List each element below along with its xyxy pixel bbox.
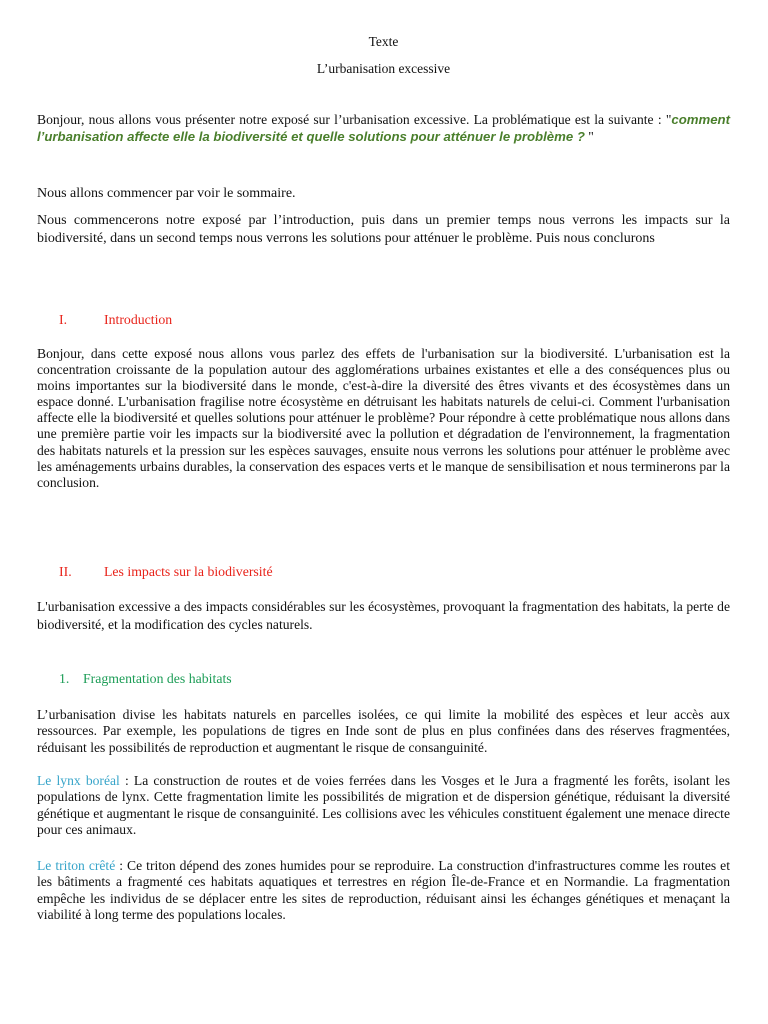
intro-paragraph	[37, 112, 730, 145]
section-heading-impacts	[37, 564, 273, 580]
document-title: Texte	[368, 34, 399, 49]
subsection-number: 1.	[59, 671, 70, 686]
species-name-lynx: Le lynx boréal	[37, 773, 120, 788]
triton-text: : Ce triton dépend des zones humides pour se reproduire. La construction d'infrastructures comme les routes et les bâtiments a fragmenté ces habitats aquatiques et terrestres en région Île-de-France et en Normandie. La fragmentation empêche les individus de se déplacer entre les sites de reproduction, réduisant ainsi les échanges génétiques et menaçant la viabilité à long terme des populations locales.	[37, 858, 730, 922]
species-name-triton: Le triton crêté	[37, 858, 116, 873]
document-subtitle: L’urbanisation excessive	[316, 61, 451, 76]
section-title: Les impacts sur la biodiversité	[104, 564, 273, 579]
subsection-heading-fragmentation	[37, 671, 232, 687]
section-heading-introduction	[37, 312, 172, 328]
subsection-title: Fragmentation des habitats	[83, 671, 232, 686]
section-number: II.	[59, 564, 72, 579]
intro-lead: Bonjour, nous allons vous présenter notre exposé sur l’urbanisation excessive. La problématique est la suivante : "	[37, 112, 672, 127]
fragmentation-paragraph: L’urbanisation divise les habitats naturels en parcelles isolées, ce qui limite la mobilité des espèces et leur accès aux ressources. Par exemple, les populations de tigres en Inde sont de plus en plus confinées dans des réserves fragmentées, réduisant les possibilités de reproduction et augmentant le risque de consanguinité.	[37, 707, 730, 755]
introduction-paragraph: Bonjour, dans cette exposé nous allons vous parlez des effets de l'urbanisation sur la biodiversité. L'urbanisation est la concentration croissante de la population autour des agglomérations urbaines existantes et elle a des conséquences plus ou moins importantes sur la biodiversité dans le monde, c'est-à-dire la diversité des êtres vivants et des écosystèmes dans un espace donné. L'urbanisation fragilise notre écosystème en détruisant les habitats naturels de celui-ci. Comment l'urbanisation affecte elle la biodiversité et quelles solutions pour atténuer le problème? Pour répondre à cette problématique nous allons dans une première partie voir les impacts sur la biodiversité avec la pollution et dégradation de l'environnement, la fragmentation des habitats naturels et la pression sur les espèces sauvages, ensuite nous verrons les solutions pour atténuer le problème avec les aménagements urbains durables, la conservation des espaces verts et le manque de sensibilisation et nous terminerons par la conclusion.	[37, 346, 730, 490]
triton-paragraph	[37, 858, 730, 923]
section-title: Introduction	[104, 312, 173, 327]
lynx-text: : La construction de routes et de voies ferrées dans les Vosges et le Jura a fragmenté les forêts, isolant les populations de lynx. Cette fragmentation limite les possibilités de migration et de dispersion génétique, réduisant la diversité génétique et augmentant le risque de consanguinité. Les collisions avec les véhicules constituent également une menace directe pour ces animaux.	[37, 773, 730, 837]
plan-paragraph: Nous commencerons notre exposé par l’introduction, puis dans un premier temps nous verrons les impacts sur la biodiversité, dans un second temps nous verrons les solutions pour atténuer le problème. Puis nous conclurons	[37, 213, 730, 246]
summary-line: Nous allons commencer par voir le sommaire.	[37, 186, 296, 201]
section-number: I.	[59, 312, 68, 327]
intro-tail: "	[584, 128, 594, 144]
problem-question: comment l’urbanisation affecte elle la biodiversité et quelle solutions pour atténuer le problème ?	[37, 112, 730, 144]
lynx-paragraph	[37, 773, 730, 838]
impacts-paragraph: L'urbanisation excessive a des impacts considérables sur les écosystèmes, provoquant la fragmentation des habitats, la perte de biodiversité, et la modification des cycles naturels.	[37, 599, 730, 632]
